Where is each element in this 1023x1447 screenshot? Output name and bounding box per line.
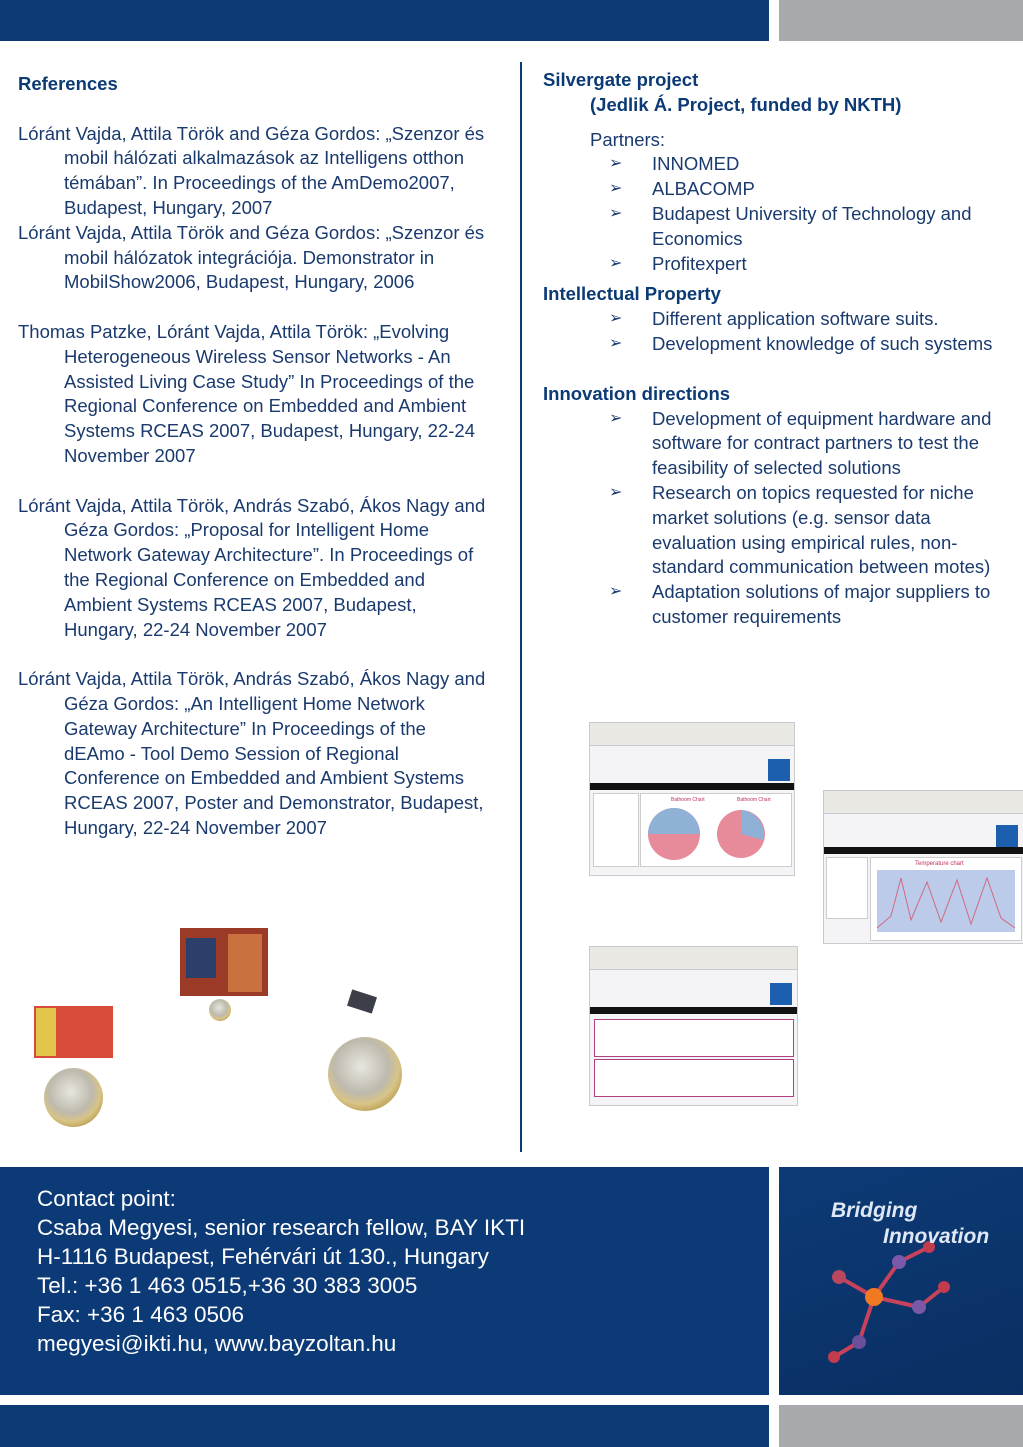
bay-ikti-logo <box>996 825 1018 847</box>
project-title: Silvergate project <box>543 69 699 90</box>
euro-coin-medium <box>44 1068 103 1127</box>
brand-line-1: Bridging <box>831 1199 918 1222</box>
reference-item: Lóránt Vajda, Attila Török, András Szabó, Ákos Nagy and Géza Gordos: „An Intelligent Home Network Gateway Architecture” In Proceedings of the dEAmo - Tool Demo Session of Regional Conference on Embedded and Ambient Systems RCEAS 2007, Poster and Demonstrator, Budapest, Hungary, 22-24 November 2007 <box>18 668 486 838</box>
arrow-bullet-icon: ➢ <box>609 204 623 222</box>
list-item: ➢ Research on topics requested for niche market solutions (e.g. sensor data evaluation using empirical rules, non-standard communication between motes) <box>609 481 991 578</box>
partners-label: Partners: <box>590 128 666 150</box>
reference-item: Lóránt Vajda, Attila Török, András Szabó, Ákos Nagy and Géza Gordos: „Proposal for Intelligent Home Network Gateway Architecture”. In Proceedings of the Regional Conference on Embedded and Ambient Systems RCEAS 2007, Budapest, Hungary, 22-24 November 2007 <box>18 494 486 640</box>
arrow-bullet-icon: ➢ <box>609 483 623 501</box>
contact-heading: Contact point: <box>37 1186 176 1211</box>
screenshot-settings-form <box>589 946 798 1106</box>
euro-coin-large <box>328 1037 402 1111</box>
list-item: ➢ Profitexpert <box>543 252 1018 277</box>
list-item: ➢ Different application software suits. <box>543 307 1018 332</box>
screenshot-temperature-chart <box>823 790 1023 944</box>
ip-list <box>543 307 1018 357</box>
arrow-bullet-icon: ➢ <box>609 409 623 427</box>
footer-brand-panel <box>779 1167 1023 1395</box>
arrow-bullet-icon: ➢ <box>609 254 623 272</box>
microchip-photo <box>347 989 377 1013</box>
reference-item: Lóránt Vajda, Attila Török and Géza Gordos: „Szenzor és mobil hálózatok integrációja. Demonstrator in MobilShow2006, Budapest, Hungary, 2006 <box>18 221 485 293</box>
top-grey-bar <box>779 0 1023 41</box>
project-section <box>543 68 1018 630</box>
bay-ikti-logo <box>770 983 792 1005</box>
innovation-heading: Innovation directions <box>543 382 731 404</box>
screenshot-pie-charts <box>589 722 795 876</box>
partners-list <box>543 152 1018 276</box>
contact-phone: Tel.: +36 1 463 0515,+36 30 383 3005 <box>37 1273 418 1298</box>
brand-line-2: Innovation <box>883 1225 990 1248</box>
sensor-board-photo <box>180 928 268 996</box>
arrow-bullet-icon: ➢ <box>609 155 623 173</box>
contact-name: Csaba Megyesi, senior research fellow, BAY IKTI <box>37 1215 526 1240</box>
contact-block <box>37 1184 525 1358</box>
top-header-bar <box>0 0 769 41</box>
radio-module-photo <box>34 1006 113 1058</box>
references-section <box>18 72 490 841</box>
temperature-chart-graphic <box>871 858 1021 940</box>
ip-heading: Intellectual Property <box>543 283 721 305</box>
pie-chart-title-2: Bathoom Chart <box>737 797 771 803</box>
list-item: ➢ ALBACOMP <box>543 177 1018 202</box>
list-item: ➢ Development of equipment hardware and software for contract partners to test the feasibility of selected solutions <box>609 407 992 479</box>
arrow-bullet-icon: ➢ <box>609 310 623 328</box>
innovation-list <box>543 407 1018 630</box>
euro-coin-small <box>209 999 231 1021</box>
reference-item: Lóránt Vajda, Attila Török and Géza Gordos: „Szenzor és mobil hálózati alkalmazások az Intelligens otthon témában”. In Proceedings of the AmDemo2007, Budapest, Hungary, 2007 <box>18 122 485 218</box>
bottom-footer-bar <box>0 1405 769 1447</box>
contact-fax: Fax: +36 1 463 0506 <box>37 1302 245 1327</box>
references-heading: References <box>18 73 118 94</box>
list-item: ➢ INNOMED <box>543 152 1018 177</box>
bay-ikti-logo <box>768 759 790 781</box>
list-item: ➢ Budapest University of Technology and Economics <box>609 202 972 249</box>
contact-email-web[interactable]: megyesi@ikti.hu, www.bayzoltan.hu <box>37 1331 397 1356</box>
arrow-bullet-icon: ➢ <box>609 180 623 198</box>
project-subtitle: (Jedlik Á. Project, funded by NKTH) <box>590 93 902 115</box>
list-item: ➢ Development knowledge of such systems <box>543 332 1018 357</box>
reference-item: Thomas Patzke, Lóránt Vajda, Attila Török: „Evolving Heterogeneous Wireless Sensor Networks - An Assisted Living Case Study” In Proceedings of the Regional Conference on Embedded and Ambient Systems RCEAS 2007, Budapest, Hungary, 22-24 November 2007 <box>18 320 475 466</box>
pie-chart-title: Bathoom Chart <box>671 797 705 803</box>
bottom-grey-bar <box>779 1405 1023 1447</box>
arrow-bullet-icon: ➢ <box>609 583 623 601</box>
contact-address: H-1116 Budapest, Fehérvári út 130., Hungary <box>37 1244 489 1269</box>
temperature-chart-title: Temperature chart <box>915 861 964 867</box>
column-divider <box>520 62 522 1152</box>
arrow-bullet-icon: ➢ <box>609 334 623 352</box>
pie-charts-graphic <box>641 794 791 866</box>
list-item: ➢ Adaptation solutions of major suppliers to customer requirements <box>609 581 991 627</box>
